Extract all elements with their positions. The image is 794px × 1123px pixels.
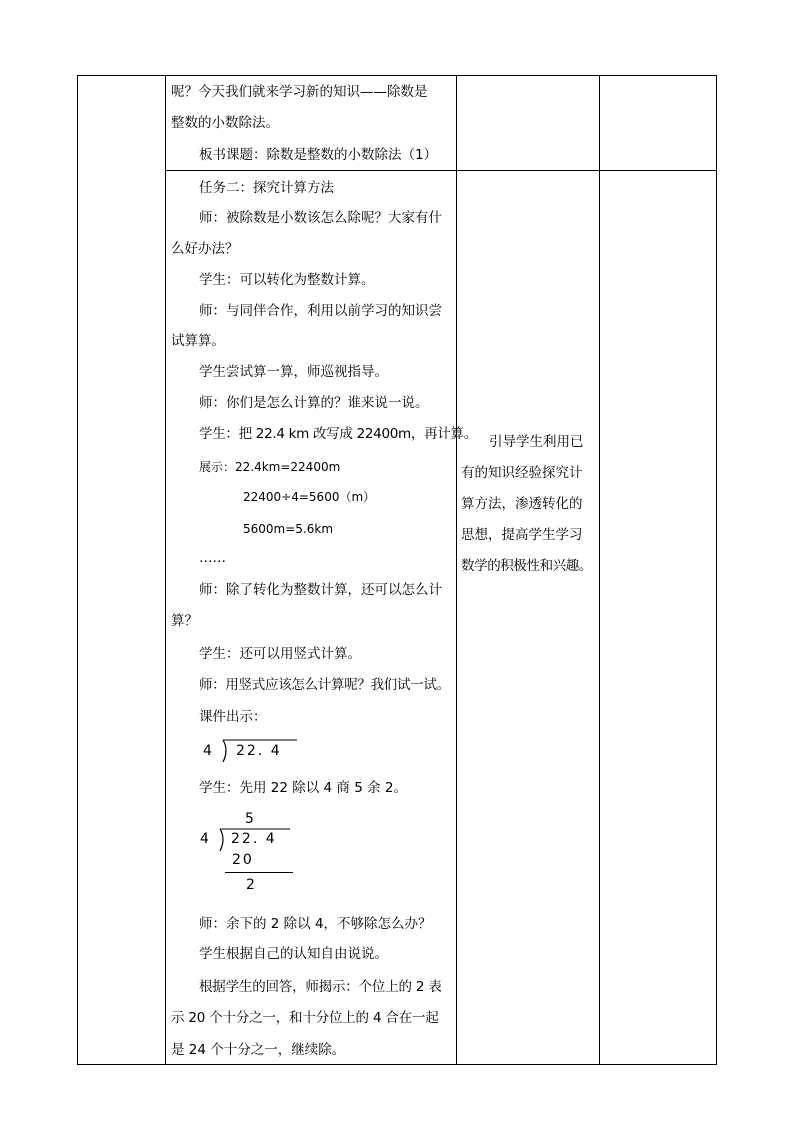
text-line: 师：余下的 2 除以 4，不够除怎么办？ bbox=[199, 916, 432, 932]
text-line: 任务二：探究计算方法 bbox=[199, 180, 334, 196]
text-line: 5600m=5.6km bbox=[243, 522, 334, 536]
text-line: 根据学生的回答，师揭示：个位上的 2 表 bbox=[199, 979, 442, 995]
table-border-bottom bbox=[77, 1064, 717, 1065]
row-divider bbox=[165, 170, 717, 171]
table-border-left bbox=[77, 75, 78, 1065]
table-border-top bbox=[77, 75, 717, 76]
text-line: 学生：可以转化为整数计算。 bbox=[199, 272, 375, 288]
text-line: 示 20 个十分之一，和十分位上的 4 合在一起 bbox=[171, 1010, 439, 1026]
text-line: 课件出示： bbox=[199, 709, 267, 725]
column-divider-1 bbox=[165, 75, 166, 1065]
table-border-right bbox=[716, 75, 717, 1065]
dividend: 22. 4 bbox=[236, 743, 282, 759]
text-line: 学生：还可以用竖式计算。 bbox=[199, 646, 361, 662]
product: 20 bbox=[232, 852, 254, 868]
text-line: 学生尝试算一算，师巡视指导。 bbox=[199, 364, 388, 380]
text-line: 么好办法？ bbox=[171, 241, 239, 257]
dividend: 22. 4 bbox=[231, 831, 277, 847]
divisor: 4 bbox=[203, 743, 212, 759]
design-note-line: 思想，提高学生学习 bbox=[461, 527, 583, 543]
subtraction-line bbox=[225, 872, 293, 873]
design-note-line: 有的知识经验探究计 bbox=[461, 465, 583, 481]
divisor: 4 bbox=[200, 831, 209, 847]
text-line: 呢？今天我们就来学习新的知识——除数是 bbox=[171, 84, 428, 100]
remainder: 2 bbox=[246, 877, 255, 893]
design-note-line: 数学的积极性和兴趣。 bbox=[461, 558, 592, 574]
text-line: 是 24 个十分之一，继续除。 bbox=[171, 1042, 346, 1058]
text-line: 师：除了转化为整数计算，还可以怎么计 bbox=[199, 582, 442, 598]
design-note-line: 引导学生利用已 bbox=[489, 434, 584, 450]
text-line: 板书课题：除数是整数的小数除法（1） bbox=[199, 147, 438, 163]
column-divider-2 bbox=[456, 75, 457, 1065]
text-line: 展示：22.4km=22400m bbox=[199, 460, 341, 474]
text-line: 整数的小数除法。 bbox=[171, 115, 279, 131]
text-line: 学生：先用 22 除以 4 商 5 余 2。 bbox=[199, 780, 407, 796]
text-line: 师：被除数是小数该怎么除呢？大家有什 bbox=[199, 210, 442, 226]
text-line: 师：用竖式应该怎么计算呢？我们试一试。 bbox=[199, 677, 450, 693]
text-line: …… bbox=[199, 550, 226, 566]
text-line: 22400÷4=5600（m） bbox=[243, 490, 376, 504]
text-line: 学生：把 22.4 km 改写成 22400m，再计算。 bbox=[199, 426, 477, 442]
text-line: 算？ bbox=[171, 613, 198, 629]
text-line: 师：你们是怎么计算的？谁来说一说。 bbox=[199, 395, 429, 411]
design-note-line: 算方法，渗透转化的 bbox=[461, 496, 583, 512]
column-divider-3 bbox=[599, 75, 600, 1065]
text-line: 学生根据自己的认知自由说说。 bbox=[199, 946, 388, 962]
text-line: 师：与同伴合作，利用以前学习的知识尝 bbox=[199, 303, 442, 319]
quotient: 5 bbox=[245, 811, 254, 827]
text-line: 试算算。 bbox=[171, 333, 225, 349]
